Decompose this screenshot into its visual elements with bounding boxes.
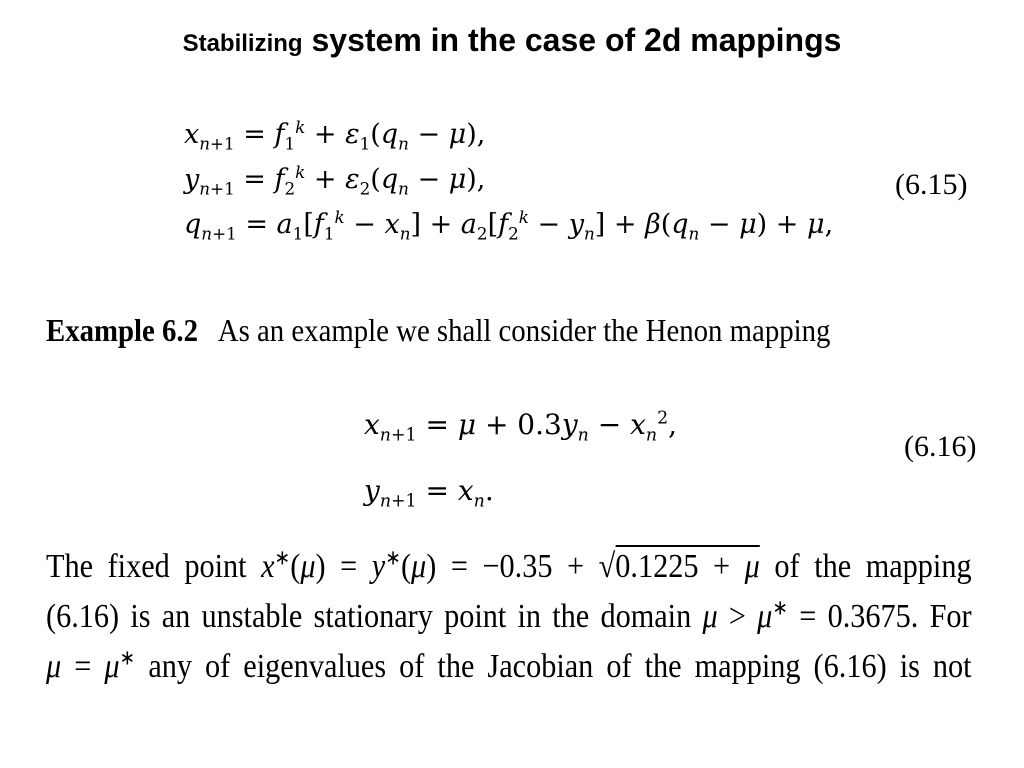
example-line — [46, 312, 883, 349]
paragraph-line: (6.16) is an unstable stationary point in the domain μ > μ∗ = 0.3675. For — [46, 595, 972, 635]
equation-number-6-16: (6.16) — [904, 430, 977, 463]
equation-line: $q_{n+1} = a_1[f_1^k - x_n] + a_2[f_2^k - y_n] + \beta(q_n - \mu) + \mu$, — [184, 207, 834, 244]
equation-line: $x_{n+1} = \mu + 0.3y_n - x_n^2$, — [364, 408, 678, 446]
title-part1: Stabilizing — [182, 30, 303, 57]
equation-line: $x_{n+1} = f_1^k + \varepsilon_1(q_n - \mu)$, — [184, 117, 486, 154]
example-label: Example 6.2 — [46, 312, 199, 348]
title-part2: system in the case of 2d mappings — [311, 22, 842, 58]
paragraph-line: The fixed point x∗(μ) = y∗(μ) = −0.35 + √0.1225 + μ of the mapping — [46, 545, 972, 585]
paragraph-line: μ = μ∗ any of eigenvalues of the Jacobian of the mapping (6.16) is not — [46, 645, 972, 685]
equation-line: $y_{n+1} = f_2^k + \varepsilon_2(q_n - \mu)$, — [184, 162, 486, 199]
equation-number-6-15: (6.15) — [895, 168, 968, 201]
equation-system-6-16 — [364, 392, 677, 524]
example-text: As an example we shall consider the Henon mapping — [217, 312, 831, 348]
equation-line: $y_{n+1} = x_n$. — [364, 474, 494, 512]
equation-system-6-15 — [184, 112, 833, 247]
page-title — [0, 22, 1024, 59]
body-paragraph — [46, 542, 972, 692]
